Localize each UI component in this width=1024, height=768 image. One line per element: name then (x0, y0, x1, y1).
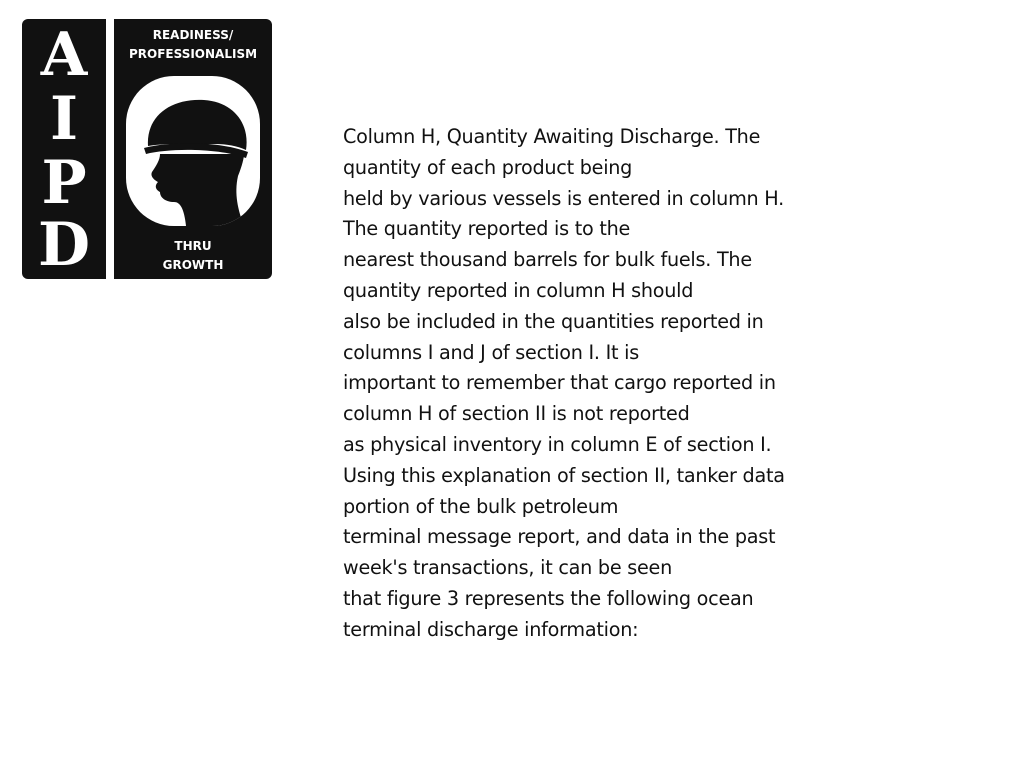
logo-letter-i: I (49, 84, 79, 154)
logo-caption-readiness: READINESS/ (152, 28, 234, 42)
logo-caption-professionalism: PROFESSIONALISM (128, 47, 258, 61)
body-line: portion of the bulk petroleum (343, 494, 619, 518)
body-line: week's transactions, it can be seen (343, 556, 672, 580)
aipd-logo (22, 19, 272, 279)
logo-letter-a: A (40, 20, 88, 90)
logo-letter-p: P (41, 148, 87, 218)
soldier-helmet-icon (126, 76, 260, 226)
body-line: terminal discharge information: (343, 617, 639, 641)
logo-caption-growth: GROWTH (162, 258, 224, 272)
body-line: Column H, Quantity Awaiting Discharge. The (343, 125, 761, 148)
logo-letter-d: D (37, 210, 91, 280)
logo-emblem-panel (114, 19, 272, 279)
body-line: as physical inventory in column E of section I. (343, 432, 772, 456)
body-line: held by various vessels is entered in column H. (343, 186, 784, 210)
body-line: The quantity reported is to the (343, 217, 631, 241)
body-line: quantity reported in column H should (343, 278, 694, 302)
body-line: columns I and J of section I. It is (343, 340, 639, 364)
body-line: also be included in the quantities reported in (343, 309, 764, 333)
body-line: terminal message report, and data in the past (343, 525, 776, 549)
body-line: nearest thousand barrels for bulk fuels. The (343, 248, 752, 272)
body-line: that figure 3 represents the following ocean (343, 586, 754, 610)
body-line: quantity of each product being (343, 155, 633, 179)
logo-divider (106, 19, 114, 279)
body-line: Using this explanation of section II, tanker data (343, 463, 785, 487)
body-paragraph (343, 122, 963, 646)
logo-caption-thru: THRU (174, 239, 212, 253)
body-line: important to remember that cargo reported in (343, 371, 776, 395)
logo-letter-panel (22, 19, 106, 279)
body-line: column H of section II is not reported (343, 402, 690, 426)
